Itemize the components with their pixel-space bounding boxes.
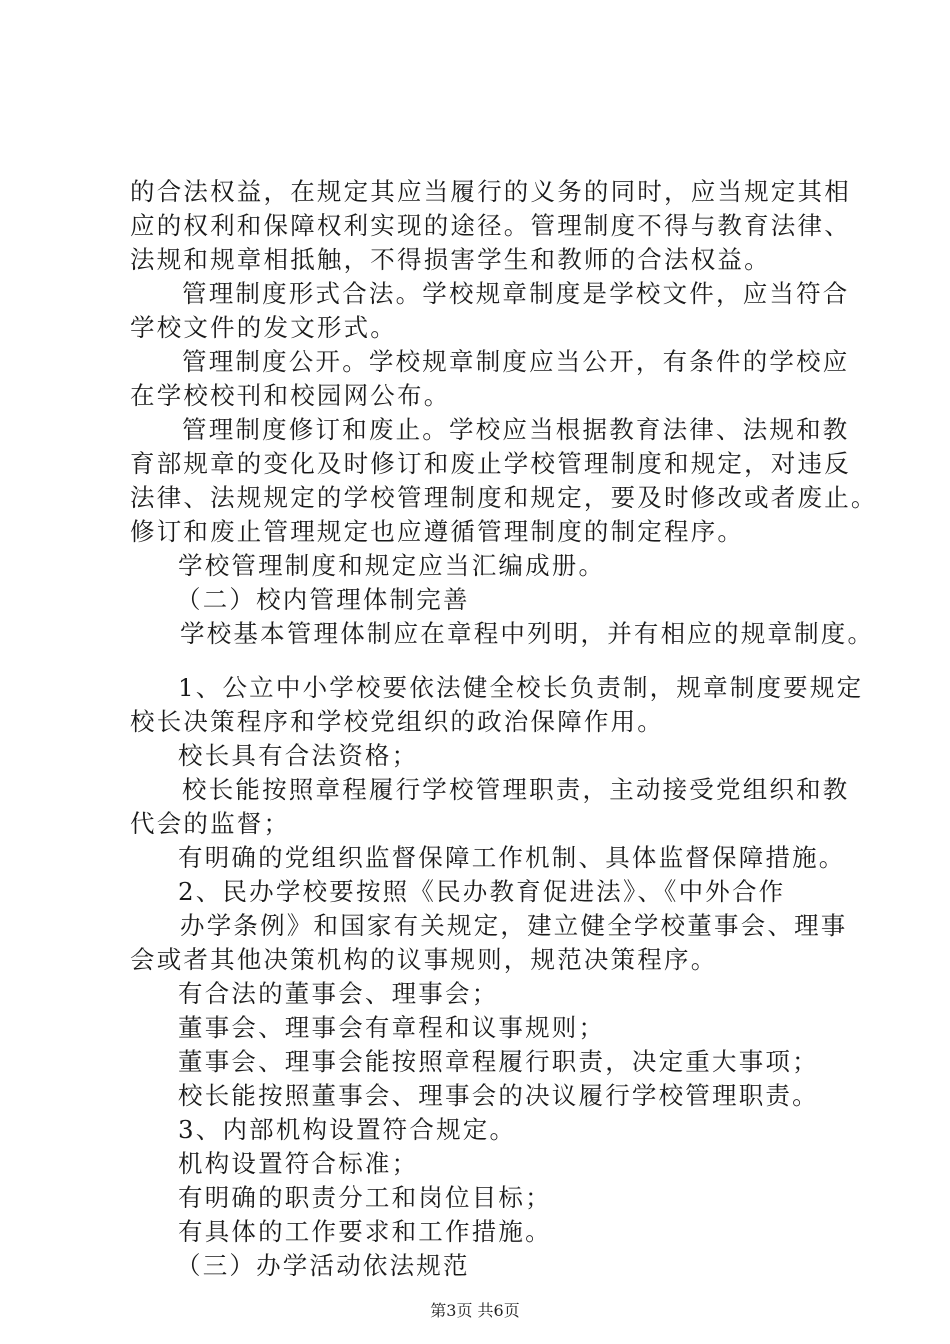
body-text-line: 学校文件的发文形式。 (130, 313, 397, 342)
body-text-line: 代会的监督； (130, 809, 291, 838)
body-text-line: 办学条例》和国家有关规定，建立健全学校董事会、理事 (180, 911, 848, 940)
body-text-line: 的合法权益，在规定其应当履行的义务的同时，应当规定其相 (130, 177, 851, 206)
body-text-line: 校长能按照董事会、理事会的决议履行学校管理职责。 (178, 1081, 819, 1110)
body-text-line: 校长能按照章程履行学校管理职责，主动接受党组织和教 (182, 775, 850, 804)
body-text-line: 在学校校刊和校园网公布。 (130, 381, 451, 410)
body-text-line: 董事会、理事会能按照章程履行职责，决定重大事项； (178, 1047, 819, 1076)
body-text-line: 修订和废止管理规定也应遵循管理制度的制定程序。 (130, 517, 745, 546)
body-text-line: 董事会、理事会有章程和议事规则； (178, 1013, 606, 1042)
section-heading: （二）校内管理体制完善 (176, 585, 470, 614)
body-text-line: 会或者其他决策机构的议事规则，规范决策程序。 (130, 945, 718, 974)
body-text-line: 有具体的工作要求和工作措施。 (178, 1217, 552, 1246)
body-text-line: 2、民办学校要按照《民办教育促进法》、《中外合作 (178, 877, 786, 906)
body-text-line: 3、内部机构设置符合规定。 (178, 1115, 517, 1144)
body-text-line: 学校基本管理体制应在章程中列明，并有相应的规章制度。 (180, 619, 875, 648)
page-footer: 第3页 共6页 (430, 1301, 520, 1320)
body-text-line: 法规和规章相抵触，不得损害学生和教师的合法权益。 (130, 245, 771, 274)
body-text-line: 应的权利和保障权利实现的途径。管理制度不得与教育法律、 (130, 211, 851, 240)
body-text-line: 法律、法规规定的学校管理制度和规定，要及时修改或者废止。 (130, 483, 878, 512)
body-text-line: 育部规章的变化及时修订和废止学校管理制度和规定，对违反 (130, 449, 851, 478)
body-text-line: 1、公立中小学校要依法健全校长负责制，规章制度要规定 (178, 673, 864, 702)
body-text-line: 管理制度形式合法。学校规章制度是学校文件，应当符合 (182, 279, 850, 308)
body-text-line: 管理制度公开。学校规章制度应当公开，有条件的学校应 (182, 347, 850, 376)
section-heading: （三）办学活动依法规范 (176, 1251, 470, 1280)
body-text-line: 校长决策程序和学校党组织的政治保障作用。 (130, 707, 664, 736)
body-text-line: 有明确的职责分工和岗位目标； (178, 1183, 552, 1212)
body-text-line: 机构设置符合标准； (178, 1149, 419, 1178)
body-text-line: 有明确的党组织监督保障工作机制、具体监督保障措施。 (178, 843, 846, 872)
body-text-line: 有合法的董事会、理事会； (178, 979, 499, 1008)
body-text-line: 学校管理制度和规定应当汇编成册。 (178, 551, 606, 580)
body-text-line: 校长具有合法资格； (178, 741, 419, 770)
body-text-line: 管理制度修订和废止。学校应当根据教育法律、法规和教 (182, 415, 850, 444)
